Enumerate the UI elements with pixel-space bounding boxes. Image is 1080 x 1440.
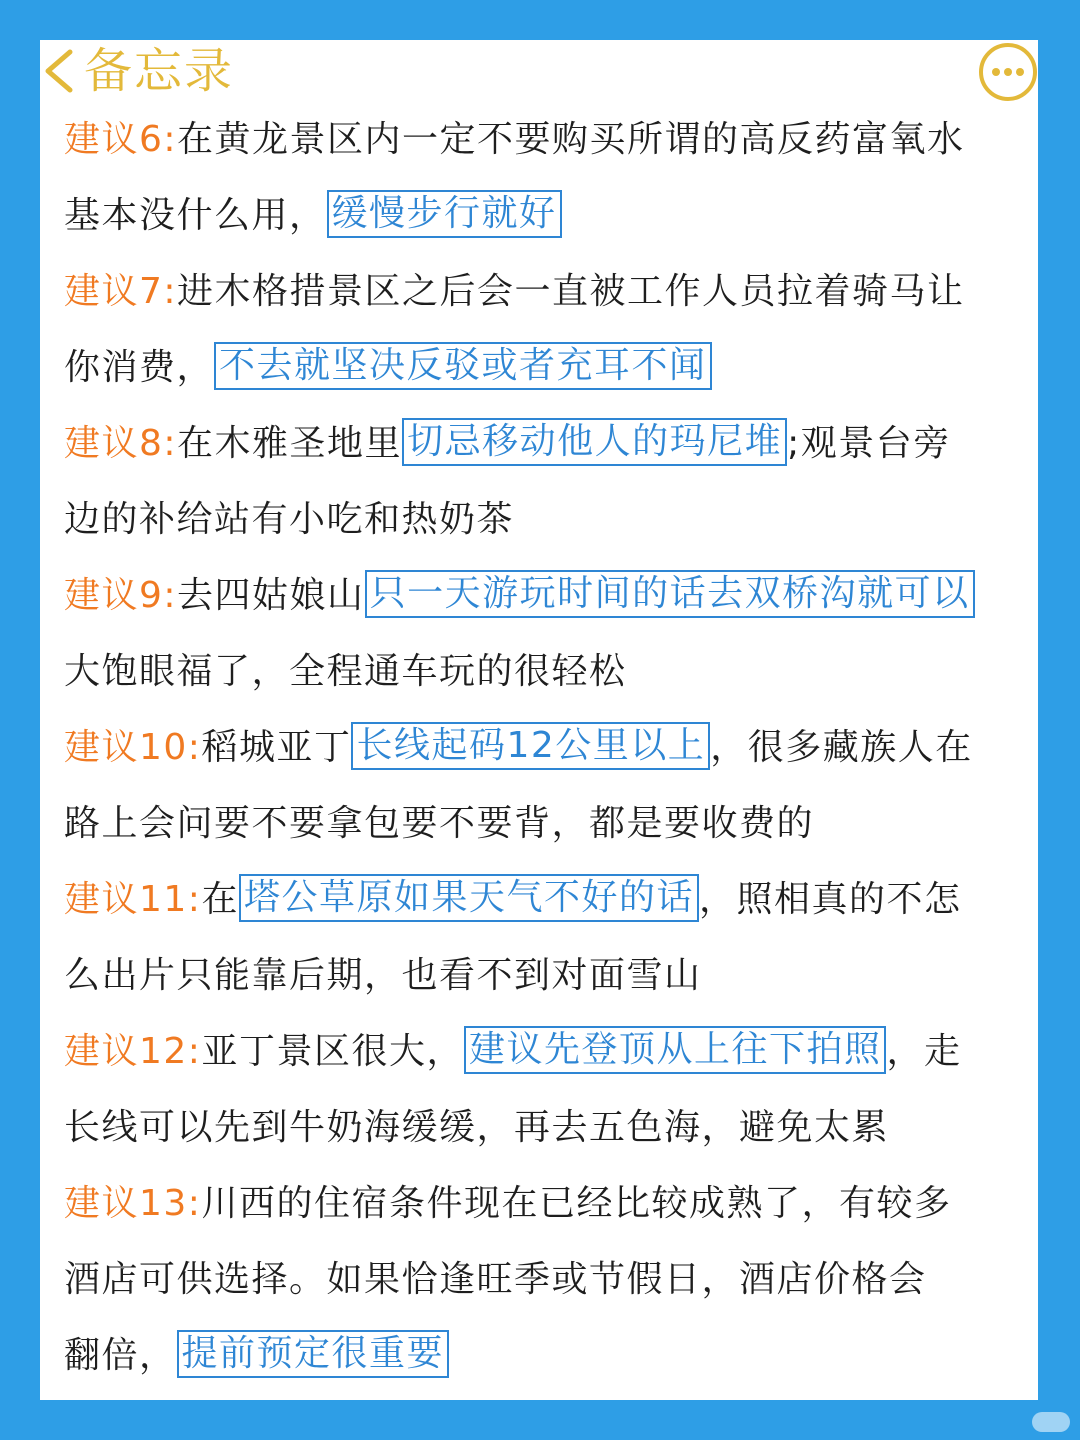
suggestion-13-line-3 bbox=[64, 1318, 1018, 1394]
suggestion-7-line-2 bbox=[64, 330, 1018, 406]
top-bar bbox=[40, 40, 1038, 102]
suggestion-6-text-cont: 基本没什么用， bbox=[64, 195, 327, 236]
suggestion-12-line-1 bbox=[64, 1014, 1018, 1090]
suggestion-12-text-cont: 长线可以先到牛奶海缓缓，再去五色海，避免太累 bbox=[64, 1107, 890, 1148]
suggestion-6-highlight: 缓慢步行就好 bbox=[327, 190, 562, 238]
suggestion-13-line-2 bbox=[64, 1242, 1018, 1318]
suggestion-6-text: 在黄龙景区内一定不要购买所谓的高反药富氧水 bbox=[177, 119, 965, 160]
suggestion-9-line-1 bbox=[64, 558, 1018, 634]
suggestion-12-highlight: 建议先登顶从上往下拍照 bbox=[464, 1026, 887, 1074]
note-card bbox=[40, 40, 1038, 1400]
back-button[interactable] bbox=[40, 44, 234, 98]
suggestion-12-line-2 bbox=[64, 1090, 1018, 1166]
suggestion-9-text-cont: 大饱眼福了，全程通车玩的很轻松 bbox=[64, 651, 627, 692]
suggestion-12-label: 建议12: bbox=[64, 1031, 202, 1072]
suggestion-13-text: 川西的住宿条件现在已经比较成熟了，有较多 bbox=[201, 1183, 952, 1224]
suggestion-8-text: 在木雅圣地里 bbox=[177, 423, 403, 464]
watermark-badge bbox=[1032, 1412, 1070, 1432]
suggestion-11-text-after: ，照相真的不怎 bbox=[698, 879, 962, 920]
suggestion-8-line-1 bbox=[64, 406, 1018, 482]
suggestion-9-label: 建议9: bbox=[64, 575, 178, 616]
suggestion-11-label: 建议11: bbox=[64, 879, 202, 920]
suggestion-10-text-after: ，很多藏族人在 bbox=[710, 727, 973, 768]
suggestion-8-text-cont: 边的补给站有小吃和热奶茶 bbox=[64, 499, 515, 540]
suggestion-10-line-1 bbox=[64, 710, 1018, 786]
suggestion-9-text: 去四姑娘山 bbox=[177, 575, 365, 616]
suggestion-11-text-cont: 么出片只能靠后期，也看不到对面雪山 bbox=[64, 955, 702, 996]
suggestion-13-text-cont: 酒店可供选择。如果恰逢旺季或节假日，酒店价格会 bbox=[64, 1259, 927, 1300]
suggestion-8-line-2 bbox=[64, 482, 1018, 558]
suggestion-10-line-2 bbox=[64, 786, 1018, 862]
suggestion-7-text-cont: 你消费， bbox=[64, 347, 215, 388]
suggestion-13-highlight: 提前预定很重要 bbox=[177, 1330, 450, 1378]
more-horizontal-icon[interactable] bbox=[978, 42, 1038, 102]
suggestion-10-highlight: 长线起码12公里以上 bbox=[351, 722, 710, 770]
suggestion-8-text-after: ;观景台旁 bbox=[787, 423, 951, 464]
suggestion-13-text-end: 翻倍， bbox=[64, 1335, 177, 1376]
suggestion-7-text: 进木格措景区之后会一直被工作人员拉着骑马让 bbox=[177, 271, 965, 312]
note-body[interactable] bbox=[64, 102, 1018, 1394]
back-label: 备忘录 bbox=[84, 43, 235, 99]
suggestion-6-line-1 bbox=[64, 102, 1018, 178]
suggestion-7-line-1 bbox=[64, 254, 1018, 330]
suggestion-11-highlight: 塔公草原如果天气不好的话 bbox=[239, 874, 699, 922]
suggestion-7-highlight: 不去就坚决反驳或者充耳不闻 bbox=[214, 342, 712, 390]
suggestion-10-text-cont: 路上会问要不要拿包要不要背，都是要收费的 bbox=[64, 803, 815, 844]
suggestion-11-line-2 bbox=[64, 938, 1018, 1014]
suggestion-10-text: 稻城亚丁 bbox=[201, 727, 352, 768]
suggestion-13-label: 建议13: bbox=[64, 1183, 202, 1224]
suggestion-11-text: 在 bbox=[201, 879, 239, 920]
suggestion-12-text-after: ，走 bbox=[886, 1031, 962, 1072]
suggestion-13-line-1 bbox=[64, 1166, 1018, 1242]
suggestion-6-line-2 bbox=[64, 178, 1018, 254]
suggestion-9-line-2 bbox=[64, 634, 1018, 710]
suggestion-11-line-1 bbox=[64, 862, 1018, 938]
suggestion-7-label: 建议7: bbox=[64, 271, 178, 312]
suggestion-8-label: 建议8: bbox=[64, 423, 178, 464]
suggestion-9-highlight: 只一天游玩时间的话去双桥沟就可以 bbox=[365, 570, 975, 618]
suggestion-10-label: 建议10: bbox=[64, 727, 202, 768]
chevron-left-icon bbox=[40, 46, 82, 96]
suggestion-6-label: 建议6: bbox=[64, 119, 178, 160]
suggestion-8-highlight: 切忌移动他人的玛尼堆 bbox=[402, 418, 787, 466]
suggestion-12-text: 亚丁景区很大， bbox=[201, 1031, 464, 1072]
